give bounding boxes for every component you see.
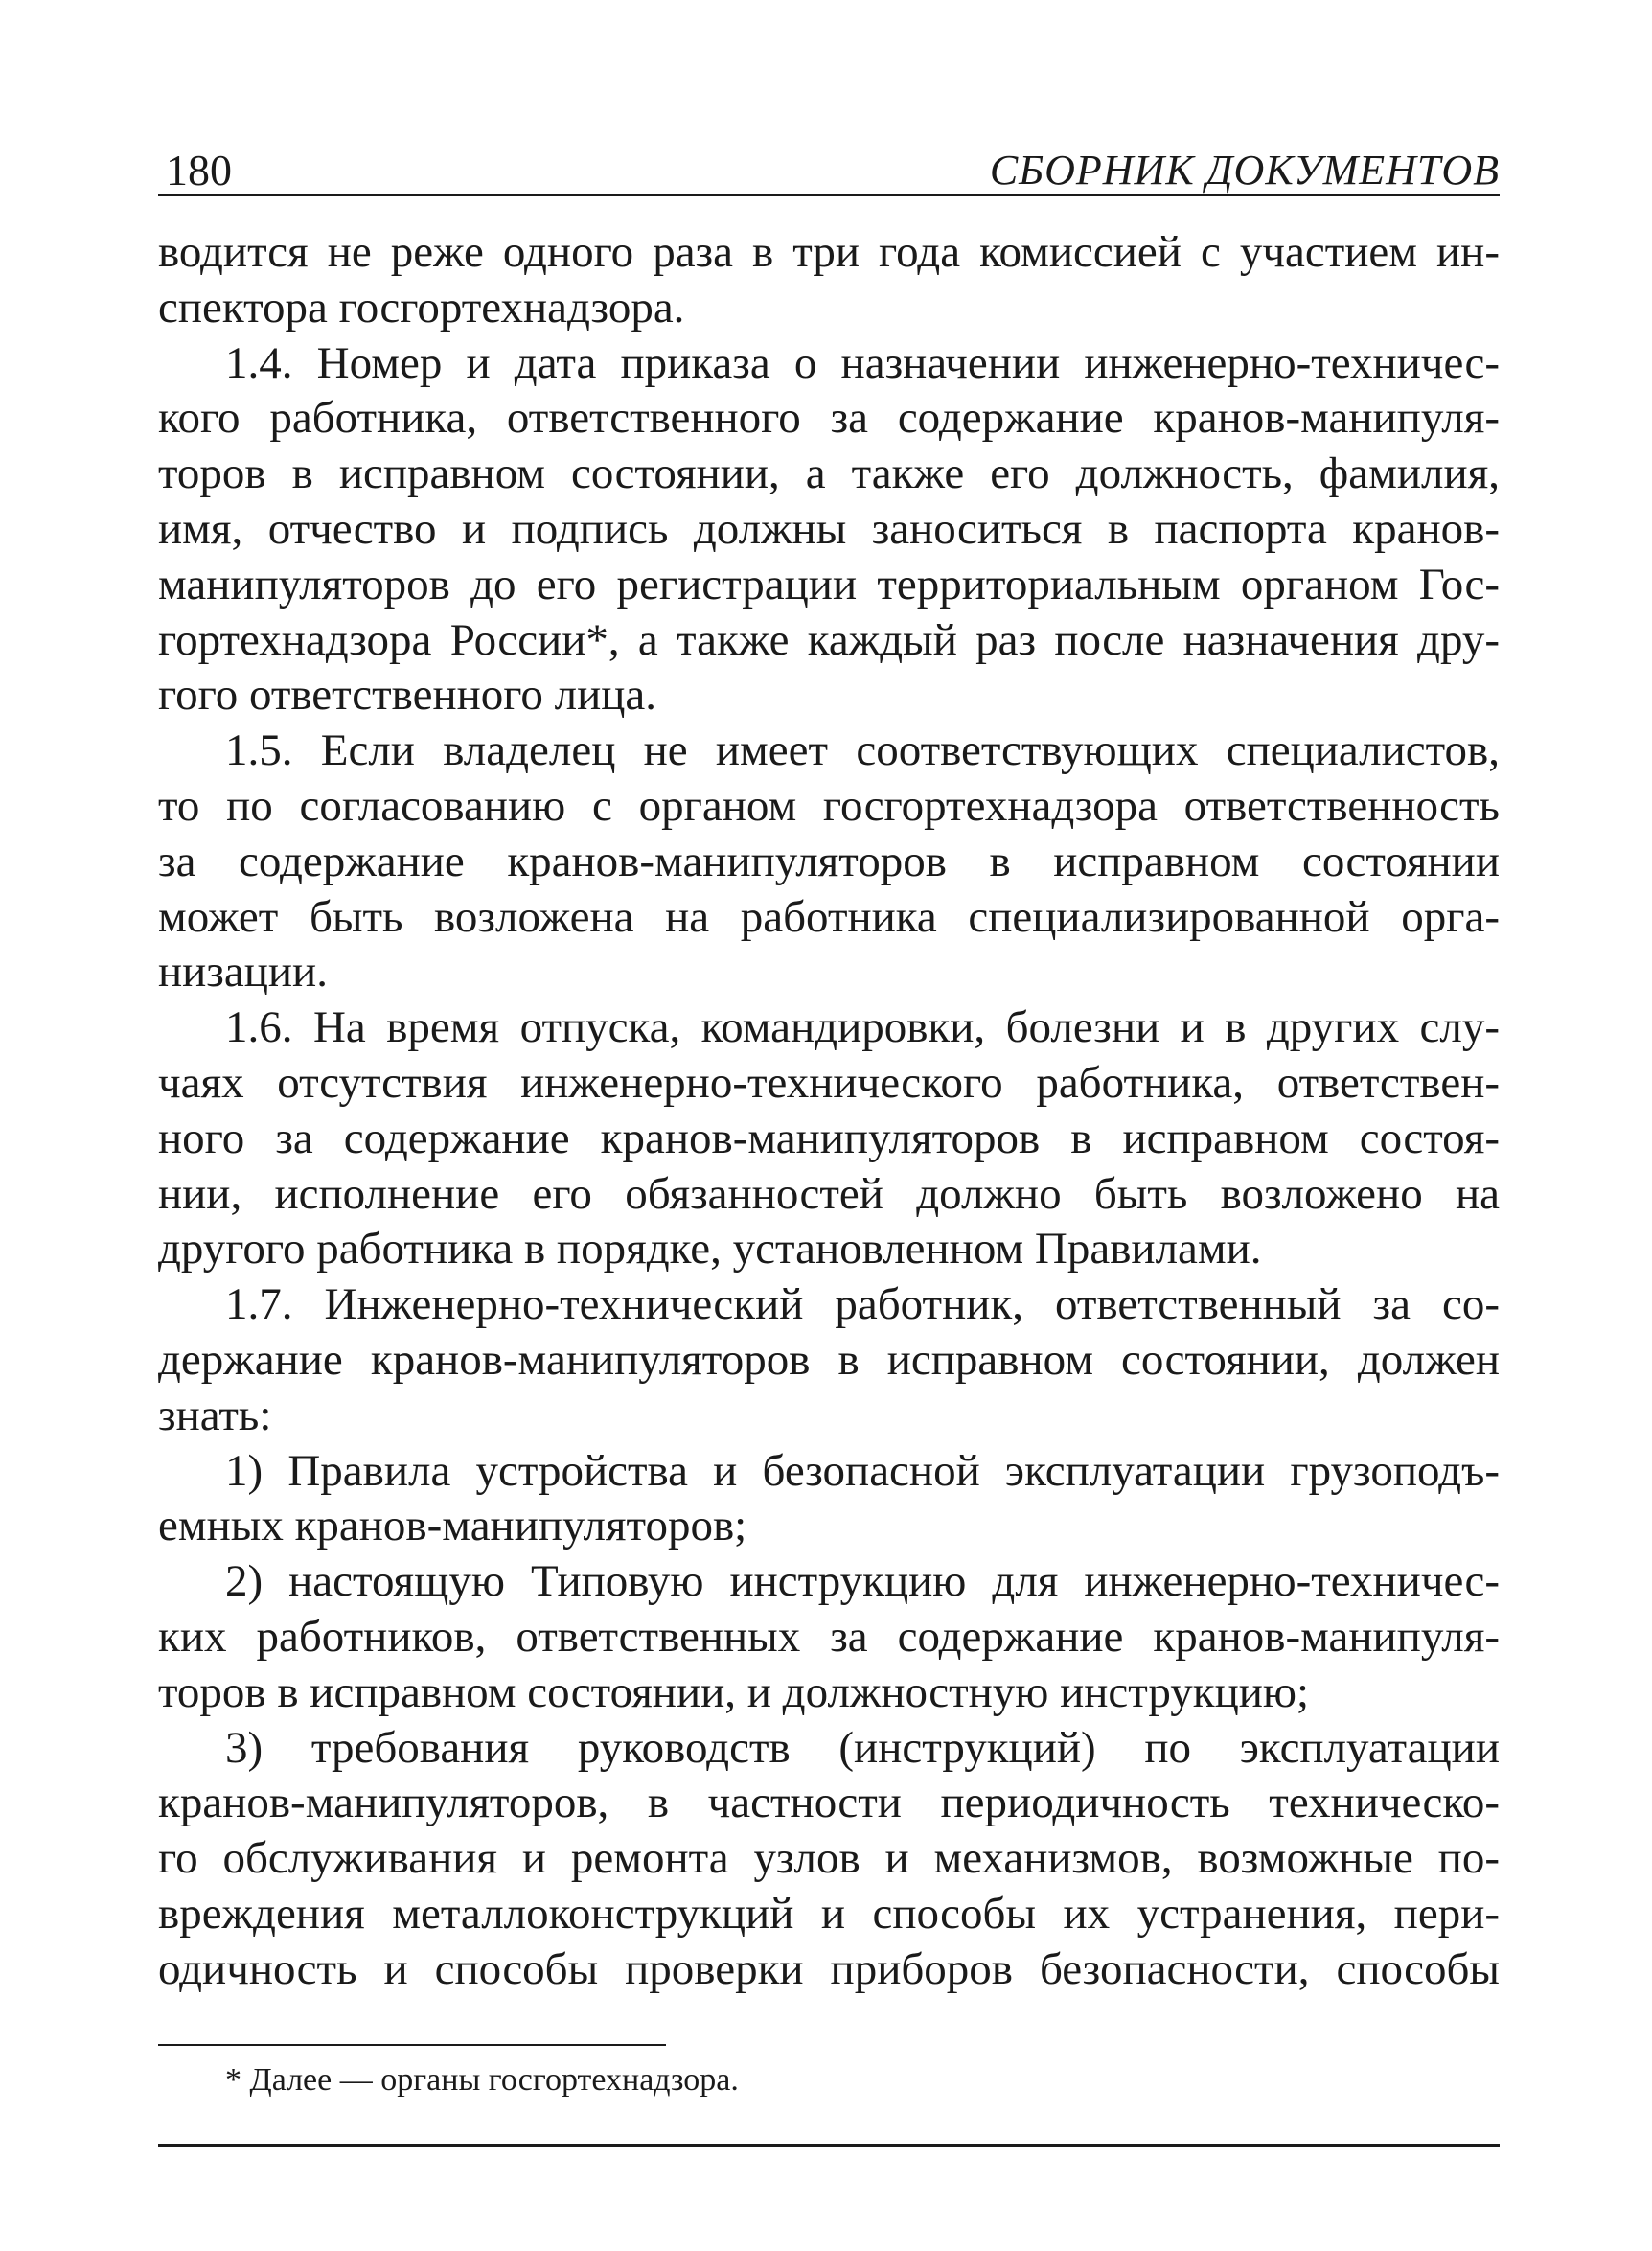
text-line: чаях отсутствия инженерно-технического работника, ответствен-: [158, 1057, 1500, 1108]
text-line: знать:: [158, 1390, 272, 1440]
page-header: [158, 144, 1500, 196]
text-line: манипуляторов до его регистрации территориальным органом Гос-: [158, 559, 1500, 609]
body-text: [158, 225, 1500, 1998]
text-line: низации.: [158, 947, 328, 998]
list-item-1-start: 1) Правила устройства и безопасной эксплуатации грузоподъ-: [225, 1445, 1500, 1496]
footnote: * Далее — органы госгортехнадзора.: [225, 2061, 739, 2098]
text-line: имя, отчество и подпись должны заноситься в паспорта кранов-: [158, 503, 1500, 554]
paragraph-1-7-start: 1.7. Инженерно-технический работник, ответственный за со-: [225, 1279, 1500, 1330]
text-line: одичность и способы проверки приборов безопасности, способы: [158, 1943, 1500, 1994]
text-line: гортехнадзора России*, а также каждый раз после назначения дру-: [158, 614, 1500, 665]
text-line: водится не реже одного раза в три года комиссией с участием ин-: [158, 227, 1500, 277]
list-item-3-start: 3) требования руководств (инструкций) по эксплуатации: [225, 1722, 1500, 1773]
text-line: другого работника в порядке, установленном Правилами.: [158, 1224, 1262, 1275]
text-line: спектора госгортехнадзора.: [158, 282, 685, 333]
text-line: за содержание кранов-манипуляторов в исправном состоянии: [158, 836, 1500, 886]
running-title: СБОРНИК ДОКУМЕНТОВ: [989, 147, 1500, 194]
text-line: емных кранов-манипуляторов;: [158, 1501, 747, 1551]
list-item-2-start: 2) настоящую Типовую инструкцию для инженерно-техничес-: [225, 1556, 1500, 1607]
bottom-divider: [158, 2144, 1500, 2147]
footnote-divider: [158, 2044, 666, 2046]
text-line: вреждения металлоконструкций и способы их устранения, пери-: [158, 1888, 1500, 1939]
paragraph-1-4-start: 1.4. Номер и дата приказа о назначении инженерно-техничес-: [225, 337, 1500, 388]
page-number: 180: [166, 146, 232, 195]
text-line: кранов-манипуляторов, в частности периодичность техническо-: [158, 1778, 1500, 1828]
text-line: торов в исправном состоянии, и должностную инструкцию;: [158, 1666, 1310, 1717]
text-line: может быть возложена на работника специализированной орга-: [158, 891, 1500, 942]
text-line: ких работников, ответственных за содержание кранов-манипуля-: [158, 1611, 1500, 1662]
text-line: гого ответственного лица.: [158, 670, 656, 721]
paragraph-1-6-start: 1.6. На время отпуска, командировки, болезни и в других слу-: [225, 1002, 1500, 1053]
text-line: держание кранов-манипуляторов в исправном состоянии, должен: [158, 1334, 1500, 1385]
text-line: нии, исполнение его обязанностей должно быть возложено на: [158, 1168, 1500, 1219]
text-line: ного за содержание кранов-манипуляторов в исправном состоя-: [158, 1113, 1500, 1163]
paragraph-1-5-start: 1.5. Если владелец не имеет соответствующих специалистов,: [225, 725, 1500, 776]
document-page: [158, 144, 1500, 2147]
text-line: кого работника, ответственного за содержание кранов-манипуля-: [158, 393, 1500, 444]
text-line: то по согласованию с органом госгортехнадзора ответственность: [158, 780, 1500, 831]
text-line: торов в исправном состоянии, а также его должность, фамилия,: [158, 448, 1500, 499]
text-line: го обслуживания и ремонта узлов и механизмов, возможные по-: [158, 1833, 1500, 1884]
